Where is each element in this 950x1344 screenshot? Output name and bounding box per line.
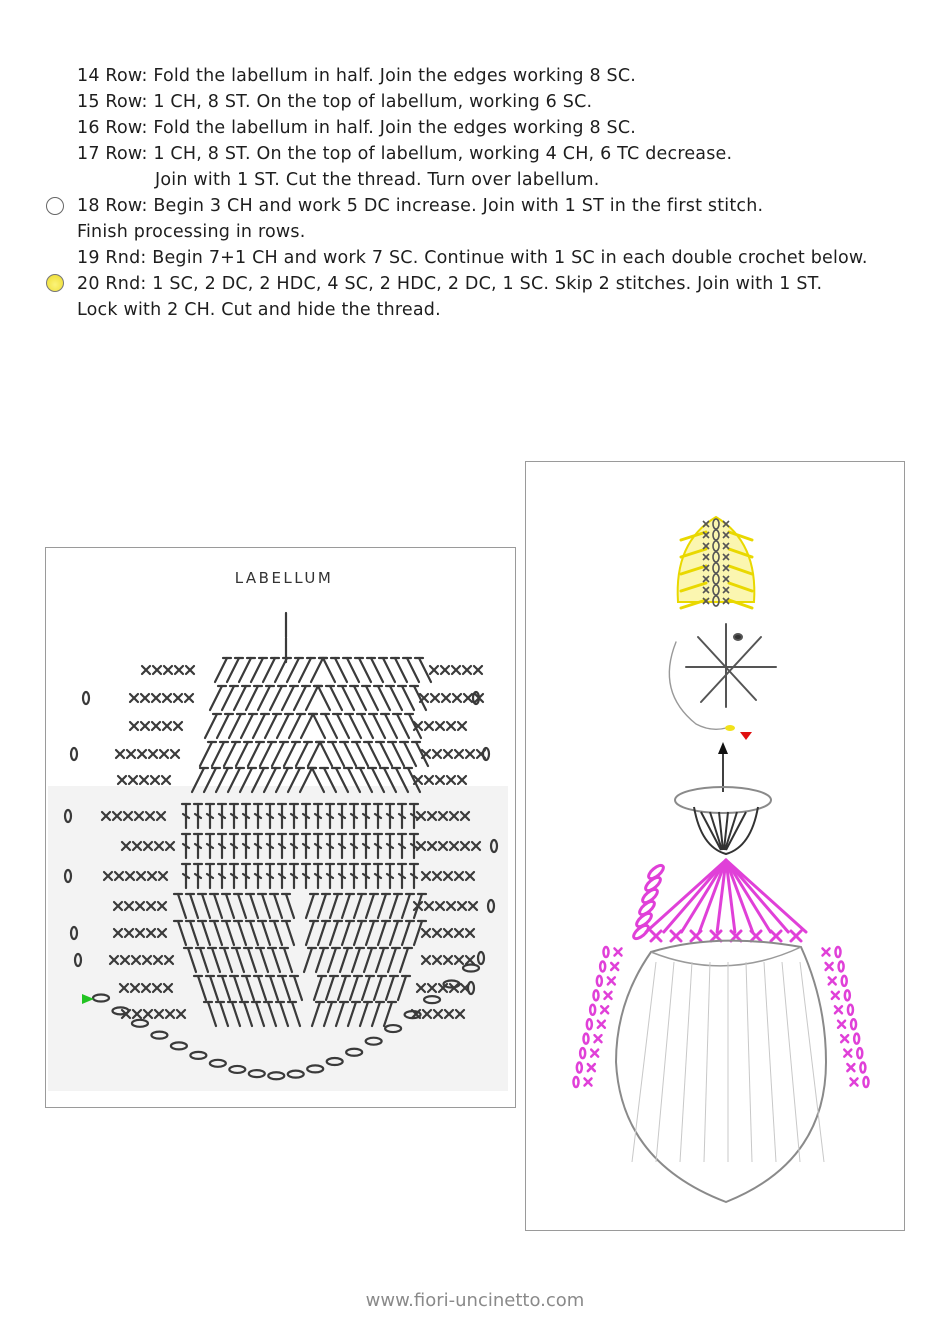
instruction-line: 14 Row: Fold the labellum in half. Join the edges working 8 SC. [77, 66, 637, 86]
rnd-20-marker-icon [46, 274, 64, 292]
up-arrow-icon [718, 742, 728, 754]
chart-scan-shading [48, 786, 508, 1091]
instruction-line: Join with 1 ST. Cut the thread. Turn over labellum. [155, 170, 600, 190]
row-18-marker-icon [46, 197, 64, 215]
instruction-line: 18 Row: Begin 3 CH and work 5 DC increase. Join with 1 ST in the first stitch. [77, 196, 764, 216]
assembly-diagram-panel [525, 461, 905, 1231]
instruction-line: Lock with 2 CH. Cut and hide the thread. [77, 300, 441, 320]
instruction-line: 20 Rnd: 1 SC, 2 DC, 2 HDC, 4 SC, 2 HDC, 2 DC, 1 SC. Skip 2 stitches. Join with 1 ST. [77, 274, 823, 294]
assembly-diagram [526, 462, 904, 1230]
grey-bowl-drawing [616, 941, 826, 1202]
instruction-line: Finish processing in rows. [77, 222, 306, 242]
cup-drawing [675, 787, 771, 854]
instruction-line: 16 Row: Fold the labellum in half. Join the edges working 8 SC. [77, 118, 637, 138]
magenta-fan-drawing [632, 860, 806, 941]
labellum-top-drawing [678, 517, 755, 608]
yellow-stitch-icon [725, 725, 735, 731]
instruction-line: 17 Row: 1 CH, 8 ST. On the top of labellum, working 4 CH, 6 TC decrease. [77, 144, 733, 164]
chart-title: LABELLUM [234, 569, 334, 587]
footer-url: www.fiori-uncinetto.com [365, 1290, 585, 1311]
instruction-line: 15 Row: 1 CH, 8 ST. On the top of labellum, working 6 SC. [77, 92, 593, 112]
side-chains-drawing [574, 947, 869, 1087]
labellum-chart [46, 548, 515, 1107]
instruction-line: 19 Rnd: Begin 7+1 CH and work 7 SC. Continue with 1 SC in each double crochet below. [77, 248, 868, 268]
center-star-drawing [669, 624, 776, 729]
labellum-chart-panel [45, 547, 516, 1108]
red-arrow-icon [740, 732, 752, 740]
